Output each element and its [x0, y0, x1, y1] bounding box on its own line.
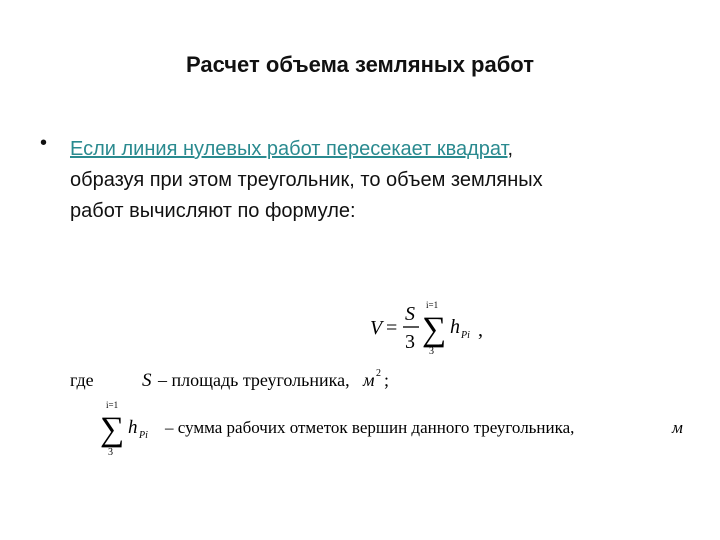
legend-s-unit: м: [363, 370, 375, 390]
formula-numerator: S: [405, 303, 415, 325]
legend-s-symbol: S: [142, 370, 152, 391]
formula-term: h: [450, 316, 460, 338]
legend-sum-unit: м: [672, 418, 683, 437]
bullet-line-1: [70, 134, 670, 165]
legend-sum-desc: – сумма рабочих отметок вершин данного треугольника,: [165, 418, 575, 437]
formula-eq: =: [386, 317, 398, 339]
legend-sum-bottom: 3: [108, 447, 113, 458]
sum-sign-icon: ∑: [422, 311, 447, 348]
legend-sum-top: i=1: [106, 400, 119, 410]
bullet-marker: •: [40, 132, 48, 154]
legend-s-trail: ;: [384, 370, 390, 390]
legend-sum-term: h: [128, 417, 138, 438]
legend-sum-term-sub: Pi: [139, 430, 148, 441]
formula-denominator: 3: [405, 331, 415, 353]
legend-sum-row: [70, 398, 700, 462]
bullet-line-1-rest: ,: [507, 138, 514, 160]
formula-term-sub: Pi: [461, 330, 470, 341]
bullet-paragraph: [70, 134, 670, 227]
volume-formula: [368, 298, 508, 366]
slide-title: Расчет объема земляных работ: [186, 52, 534, 77]
legend-s-unit-exp: 2: [376, 368, 381, 379]
bullet-line-3: работ вычисляют по формуле:: [70, 200, 356, 222]
bullet-line-2: образуя при этом треугольник, то объем земляных: [70, 169, 543, 191]
legend-sum-sign-icon: ∑: [100, 411, 125, 448]
formula-lhs: V: [370, 317, 383, 339]
formula-trail: ,: [478, 319, 483, 341]
formula-sum-top: i=1: [426, 300, 439, 310]
legend-s-desc: – площадь треугольника,: [158, 370, 350, 390]
legend-where-word: где: [70, 370, 94, 390]
legend-s-row: [70, 364, 490, 400]
formula-sum-bottom: 3: [429, 346, 434, 357]
bullet-link[interactable]: Если линия нулевых работ пересекает квадрат: [70, 138, 508, 160]
